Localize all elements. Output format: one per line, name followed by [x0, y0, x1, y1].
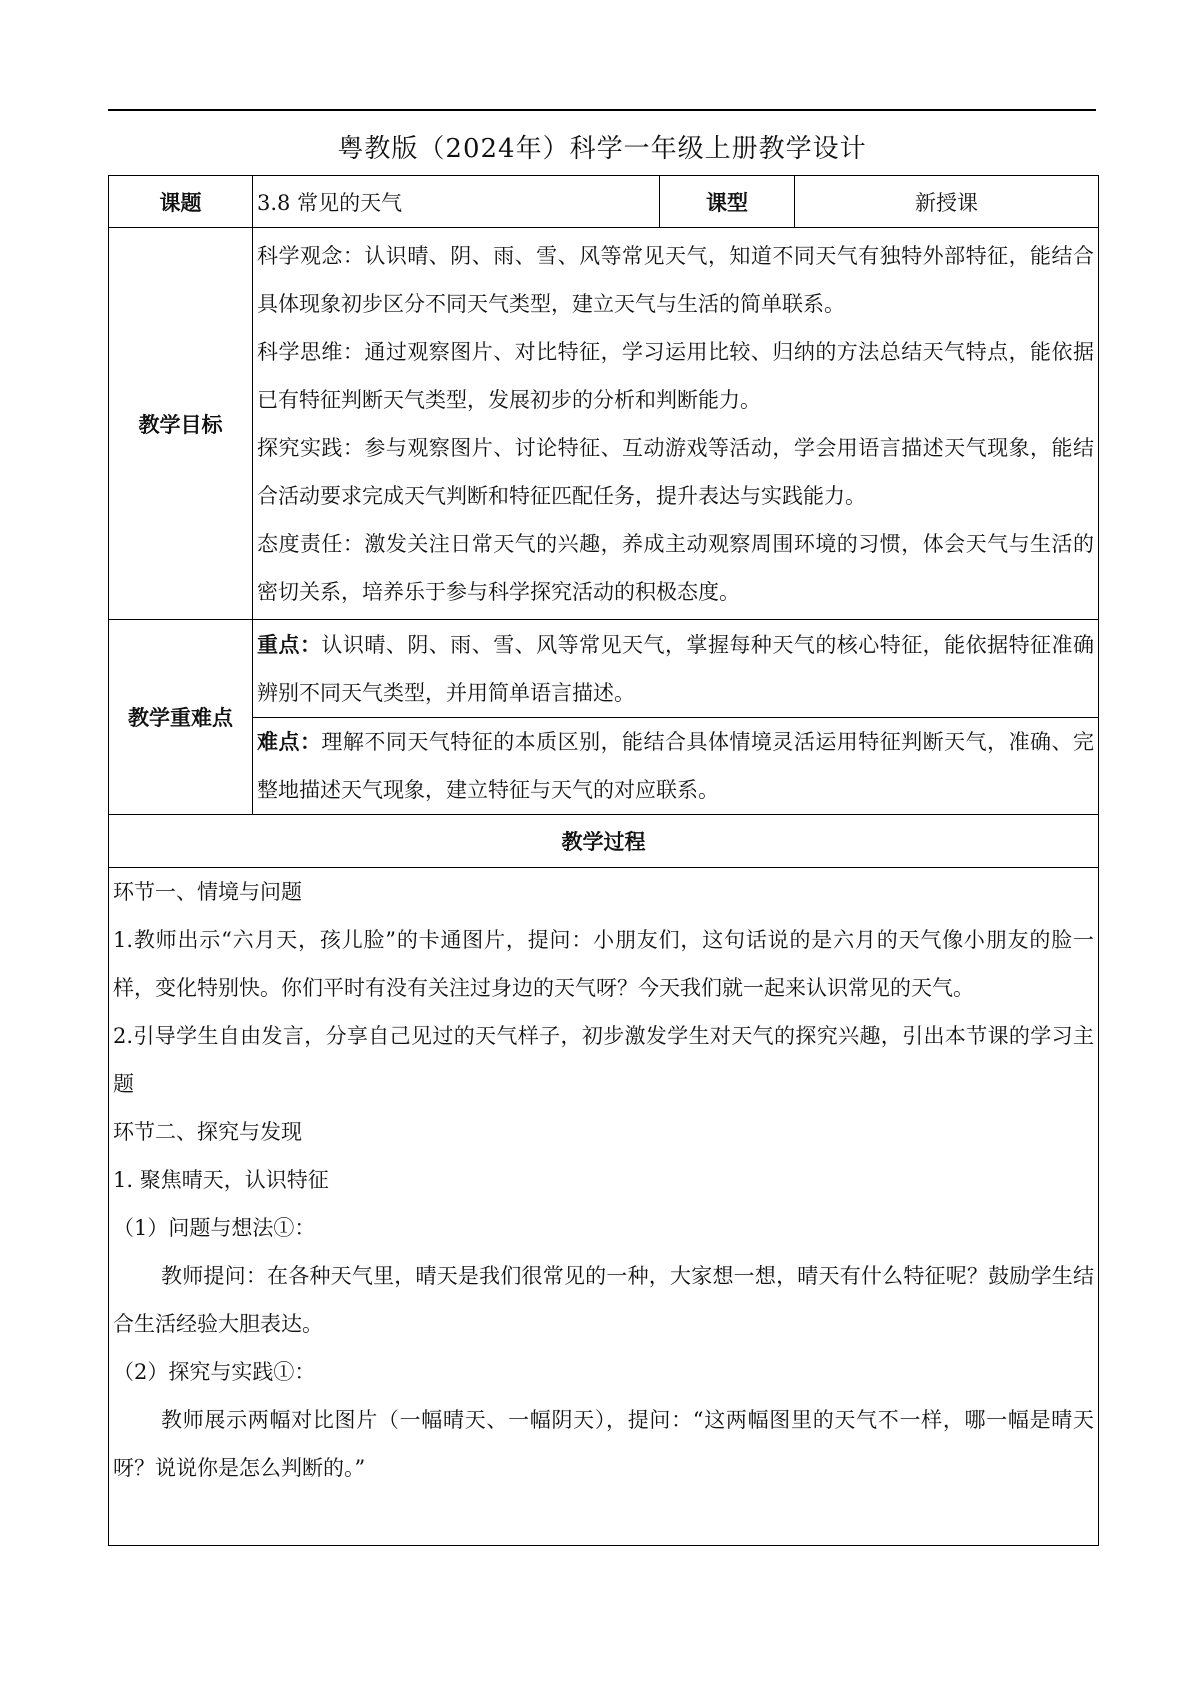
focus-label: 重点： [257, 631, 322, 657]
topic-value: 3.8 常见的天气 [253, 176, 660, 228]
process-substep-practice: （2）探究与实践①： [113, 1360, 316, 1384]
keypoint-focus-row [109, 620, 1099, 718]
header-rule [108, 109, 1096, 111]
objective-attitude: 态度责任：激发关注日常天气的兴趣，养成主动观察周围环境的习惯，体会天气与生活的密切关系，培养乐于参与科学探究活动的积极态度。 [257, 531, 1094, 604]
process-step-1-2: 2.引导学生自由发言，分享自己见过的天气样子，初步激发学生对天气的探究兴趣，引出本节课的学习主题 [113, 1024, 1094, 1096]
difficulty-paragraph [257, 718, 1094, 814]
process-content [109, 868, 1099, 1546]
objectives-row [109, 228, 1099, 620]
objectives-label: 教学目标 [109, 228, 253, 620]
document-title: 粤教版（2024年）科学一年级上册教学设计 [337, 134, 867, 164]
objective-science-thinking: 科学思维：通过观察图片、对比特征，学习运用比较、归纳的方法总结天气特点，能依据已有特征判断天气类型，发展初步的分析和判断能力。 [257, 339, 1094, 412]
topic-label: 课题 [109, 176, 253, 228]
process-stage-2-title: 环节二、探究与发现 [113, 1120, 302, 1144]
process-step-2-1: 1. 聚焦晴天，认识特征 [113, 1168, 329, 1192]
process-substep-question: （1）问题与想法①： [113, 1216, 316, 1240]
topic-row [109, 176, 1099, 228]
process-teacher-show-images: 教师展示两幅对比图片（一幅晴天、一幅阴天），提问：“这两幅图里的天气不一样，哪一幅是晴天呀？说说你是怎么判断的。” [113, 1408, 1094, 1480]
focus-cell [253, 620, 1099, 718]
objectives-content [253, 228, 1099, 620]
process-stage-1-title: 环节一、情境与问题 [113, 880, 302, 904]
keypoint-difficulty-row [109, 718, 1099, 815]
type-value: 新授课 [795, 176, 1099, 228]
difficulty-text: 理解不同天气特征的本质区别，能结合具体情境灵活运用特征判断天气，准确、完整地描述天气现象，建立特征与天气的对应联系。 [257, 730, 1094, 802]
process-step-1-1: 1.教师出示“六月天，孩儿脸”的卡通图片，提问：小朋友们，这句话说的是六月的天气像小朋友的脸一样，变化特别快。你们平时有没有关注过身边的天气呀？今天我们就一起来认识常见的天气。 [113, 928, 1094, 1000]
objective-science-concept: 科学观念：认识晴、阴、雨、雪、风等常见天气，知道不同天气有独特外部特征，能结合具体现象初步区分不同天气类型，建立天气与生活的简单联系。 [257, 243, 1094, 316]
process-content-row [109, 868, 1099, 1546]
difficulty-label: 难点： [257, 729, 322, 754]
process-header: 教学过程 [109, 815, 1099, 868]
keypoints-label: 教学重难点 [109, 620, 253, 815]
focus-paragraph [257, 621, 1094, 717]
objective-inquiry-practice: 探究实践：参与观察图片、讨论特征、互动游戏等活动，学会用语言描述天气现象，能结合活动要求完成天气判断和特征匹配任务，提升表达与实践能力。 [257, 435, 1094, 508]
focus-text: 认识晴、阴、雨、雪、风等常见天气，掌握每种天气的核心特征，能依据特征准确辨别不同天气类型，并用简单语言描述。 [257, 632, 1094, 705]
difficulty-cell [253, 718, 1099, 815]
lesson-plan-table [108, 175, 1099, 1546]
process-teacher-question: 教师提问：在各种天气里，晴天是我们很常见的一种，大家想一想，晴天有什么特征呢？鼓励学生结合生活经验大胆表达。 [113, 1264, 1094, 1336]
type-label: 课型 [660, 176, 795, 228]
process-header-row [109, 815, 1099, 868]
